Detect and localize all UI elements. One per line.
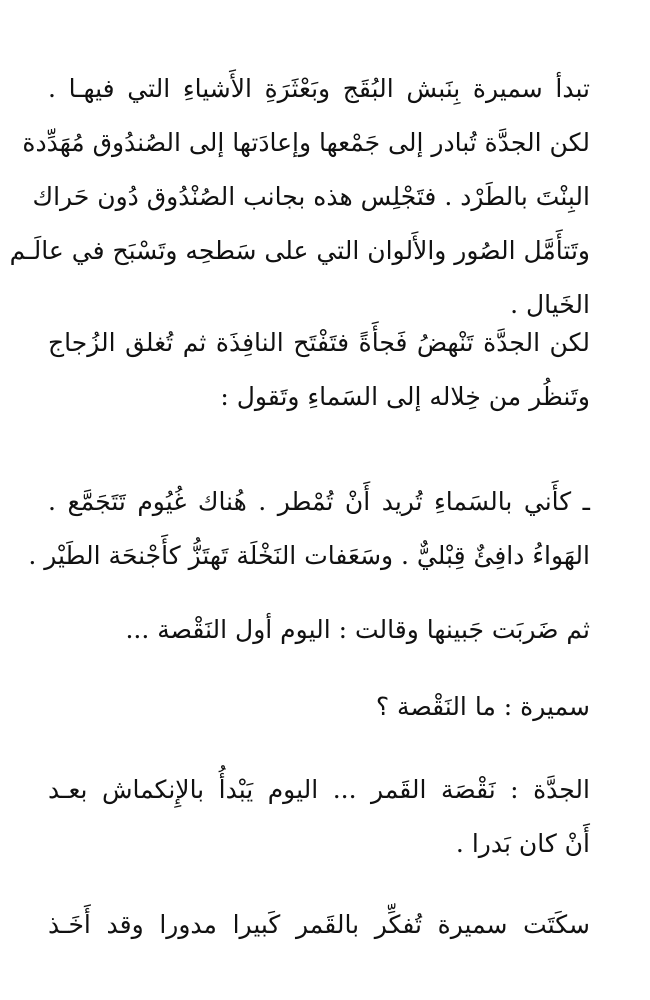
paragraph-2 [48, 316, 618, 424]
paragraph-6 [48, 763, 618, 871]
paragraph-line: الخَيال . [510, 290, 590, 319]
paragraph-line: ثم ضَربَت جَبينها وقالت : اليوم أول النَقْصة ... [125, 615, 590, 644]
paragraph-line: الجدَّة : نَقْصَة القَمر ... اليوم يَبْدأُ بالإِنكماش بعـد [48, 775, 590, 804]
paragraph-line: سكَتَت سميرة تُفكِّر بالقَمر كَبيرا مدورا وقد أَخَـذ [48, 910, 590, 939]
paragraph-line: تبدأ سميرة بِنَبش البُقَج وبَعْثَرَةِ الأَشياءِ التي فيهـا . [48, 74, 590, 103]
paragraph-line: وتَنظُر من خِلاله إلى السَماءِ وتَقول : [220, 382, 590, 411]
paragraph-line: الهَواءُ دافِئٌ قِبْليٌّ . وسَعَفات النَخْلَة تَهتَزُّ كأَجْنحَة الطَيْر . [28, 541, 590, 570]
paragraph-4 [48, 603, 618, 657]
paragraph-line: ـ كأَني بالسَماءِ تُريد أَنْ تُمْطر . هُناك غُيُوم تَتَجَمَّع . [48, 487, 590, 516]
paragraph-7 [48, 898, 618, 952]
paragraph-line: أَنْ كان بَدرا . [455, 829, 590, 858]
book-page [9, 0, 618, 1000]
paragraph-line: وتَتأَمَّل الصُور والأَلوان التي على سَطحِه وتَسْبَح في عالَـم [9, 236, 590, 265]
paragraph-1 [9, 62, 618, 332]
paragraph-line: لكن الجدَّة تُبادر إلى جَمْعها وإعادَتها إلى الصُندُوق مُهَدِّدة [22, 128, 590, 157]
paragraph-3 [28, 475, 618, 583]
paragraph-line: البِنْتَ بالطَرْد . فتَجْلِس هذه بجانب الصُنْدُوق دُون حَراك [32, 182, 590, 211]
paragraph-line: لكن الجدَّة تَنْهضُ فَجأَةً فتَفْتَح النافِذَة ثم تُغلق الزُجاج [48, 328, 590, 357]
paragraph-line: سميرة : ما النَقْصة ؟ [375, 692, 590, 721]
paragraph-5 [48, 680, 618, 734]
